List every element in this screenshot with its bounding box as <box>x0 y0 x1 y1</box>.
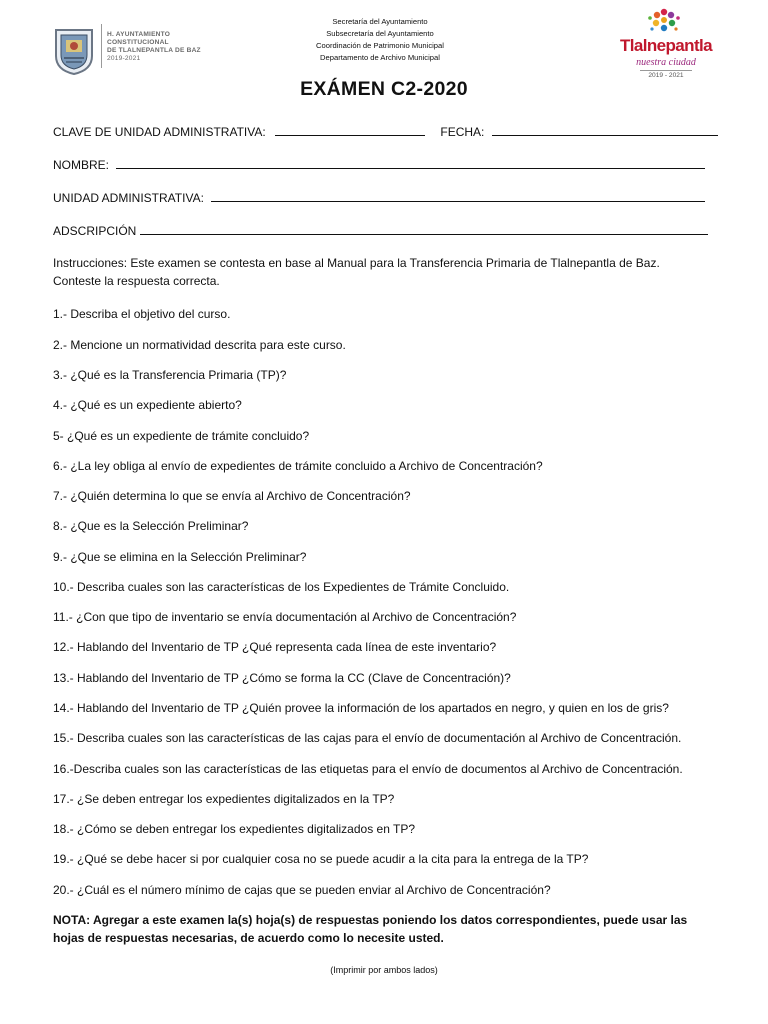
nombre-label: NOMBRE: <box>53 158 110 172</box>
council-name <box>107 31 201 63</box>
question-6: 6.- ¿La ley obliga al envío de expedientes de trámite concluido a Archivo de Concentración? <box>53 459 543 473</box>
question-4: 4.- ¿Qué es un expediente abierto? <box>53 398 242 412</box>
question-2: 2.- Mencione un normatividad descrita para este curso. <box>53 338 346 352</box>
question-3: 3.- ¿Qué es la Transferencia Primaria (TP)? <box>53 368 287 382</box>
council-line: DE TLALNEPANTLA DE BAZ <box>107 47 201 54</box>
question-5: 5- ¿Qué es un expediente de trámite concluido? <box>53 429 310 443</box>
note <box>53 911 687 947</box>
council-line: CONSTITUCIONAL <box>107 39 169 46</box>
question-16: 16.-Describa cuales son las características de las etiquetas para el envío de documentos al Archivo de Concentración. <box>53 762 683 776</box>
department-header <box>280 16 480 64</box>
question-1: 1.- Describa el objetivo del curso. <box>53 307 231 321</box>
department-line: Departamento de Archivo Municipal <box>320 53 440 62</box>
question-20: 20.- ¿Cuál es el número mínimo de cajas que se pueden enviar al Archivo de Concentración? <box>53 883 551 897</box>
brand-name: Tlalnepantla <box>620 36 712 55</box>
question-15: 15.- Describa cuales son las características de las cajas para el envío de documentación al Archivo de Concentración. <box>53 731 682 745</box>
brand-tagline: nuestra ciudad <box>636 57 696 68</box>
adscripcion-label: ADSCRIPCIÓN <box>53 224 137 238</box>
adscripcion-field[interactable] <box>140 222 708 235</box>
clave-field[interactable] <box>275 123 425 136</box>
tlalnepantla-logo <box>616 6 716 82</box>
question-11: 11.- ¿Con que tipo de inventario se envía documentación al Archivo de Concentración? <box>53 610 517 624</box>
question-8: 8.- ¿Que es la Selección Preliminar? <box>53 519 249 533</box>
question-14: 14.- Hablando del Inventario de TP ¿Quién provee la información de los apartados en negro, y quien en los de gris? <box>53 701 669 715</box>
nombre-field[interactable] <box>116 156 705 169</box>
question-10: 10.- Describa cuales son las características de los Expedientes de Trámite Concluido. <box>53 580 510 594</box>
department-line: Subsecretaría del Ayuntamiento <box>326 29 434 38</box>
question-9: 9.- ¿Que se elimina en la Selección Preliminar? <box>53 550 307 564</box>
municipal-seal-icon <box>52 26 96 76</box>
question-13: 13.- Hablando del Inventario de TP ¿Cómo se forma la CC (Clave de Concentración)? <box>53 671 511 685</box>
instructions-line: Instrucciones: Este examen se contesta en base al Manual para la Transferencia Primaria de Tlalnepantla de Baz. <box>53 256 660 270</box>
header-divider <box>101 24 102 68</box>
fecha-field[interactable] <box>492 123 718 136</box>
print-note: (Imprimir por ambos lados) <box>330 965 438 975</box>
nombre-row <box>53 156 705 172</box>
question-17: 17.- ¿Se deben entregar los expedientes digitalizados en la TP? <box>53 792 395 806</box>
instructions-line: Conteste la respuesta correcta. <box>53 274 220 288</box>
clave-fecha-row <box>53 123 718 139</box>
department-line: Secretaría del Ayuntamiento <box>332 17 428 26</box>
unidad-row <box>53 189 705 205</box>
exam-title: EXÁMEN C2-2020 <box>300 78 468 100</box>
clave-label: CLAVE DE UNIDAD ADMINISTRATIVA: <box>53 125 266 139</box>
question-18: 18.- ¿Cómo se deben entregar los expedientes digitalizados en TP? <box>53 822 415 836</box>
question-7: 7.- ¿Quién determina lo que se envía al Archivo de Concentración? <box>53 489 411 503</box>
brand-years: 2019 - 2021 <box>640 70 692 80</box>
note-line: NOTA: Agregar a este examen la(s) hoja(s) de respuestas poniendo los datos correspondientes, puede usar las <box>53 913 688 927</box>
question-12: 12.- Hablando del Inventario de TP ¿Qué representa cada línea de este inventario? <box>53 640 497 654</box>
department-line: Coordinación de Patrimonio Municipal <box>316 41 444 50</box>
unidad-field[interactable] <box>211 189 705 202</box>
fecha-label: FECHA: <box>440 125 485 139</box>
note-line: hojas de respuestas necesarias, de acuerdo como lo necesite usted. <box>53 931 444 945</box>
unidad-label: UNIDAD ADMINISTRATIVA: <box>53 191 204 205</box>
flower-logo-icon <box>646 6 682 36</box>
council-line: H. AYUNTAMIENTO <box>107 31 171 38</box>
council-years: 2019-2021 <box>107 55 141 62</box>
instructions <box>53 254 660 290</box>
question-19: 19.- ¿Qué se debe hacer si por cualquier cosa no se puede acudir a la cita para la entrega de la TP? <box>53 852 589 866</box>
adscripcion-row <box>53 222 708 238</box>
